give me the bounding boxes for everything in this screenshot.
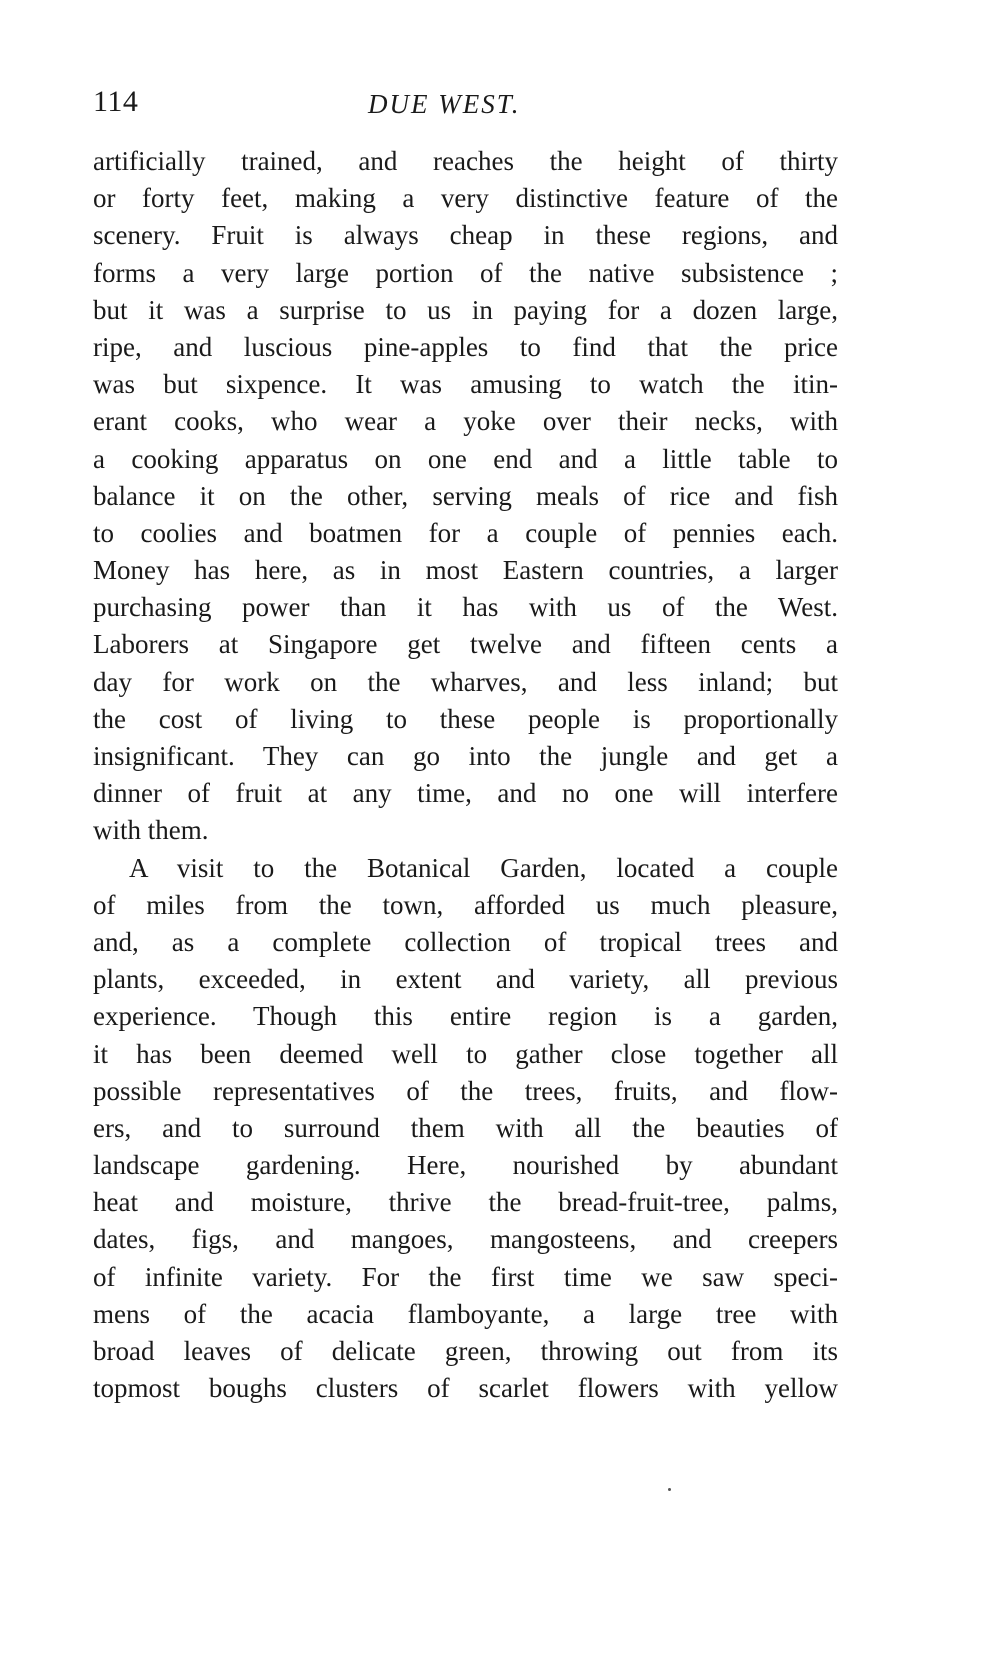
paragraph-1 bbox=[93, 143, 838, 850]
text-line: was but sixpence. It was amusing to watch the itin- bbox=[93, 369, 838, 400]
text-line: ripe, and luscious pine-apples to find that the price bbox=[93, 331, 838, 362]
paragraph-2 bbox=[93, 850, 838, 1408]
text-line: balance it on the other, serving meals of rice and fish bbox=[93, 480, 838, 511]
text-line: or forty feet, making a very distinctive feature of the bbox=[93, 183, 838, 214]
text-line: ers, and to surround them with all the beauties of bbox=[93, 1112, 838, 1143]
text-line: it has been deemed well to gather close together all bbox=[93, 1038, 838, 1069]
text-line: to coolies and boatmen for a couple of pennies each. bbox=[93, 517, 838, 548]
text-line: Laborers at Singapore get twelve and fifteen cents a bbox=[93, 629, 838, 660]
text-line: insignificant. They can go into the jungle and get a bbox=[93, 741, 838, 771]
text-line: artificially trained, and reaches the height of thirty bbox=[93, 146, 838, 176]
print-speck bbox=[668, 1488, 671, 1491]
text-line: and, as a complete collection of tropical trees and bbox=[93, 926, 838, 957]
text-line: of miles from the town, afforded us much pleasure, bbox=[93, 889, 838, 920]
text-line: heat and moisture, thrive the bread-fruit-tree, palms, bbox=[93, 1187, 838, 1218]
text-line: Money has here, as in most Eastern countries, a larger bbox=[93, 555, 838, 586]
text-line: with them. bbox=[93, 815, 209, 846]
text-line: dinner of fruit at any time, and no one will interfere bbox=[93, 778, 838, 809]
text-line: day for work on the wharves, and less inland; but bbox=[93, 666, 838, 697]
text-line: the cost of living to these people is proportionally bbox=[93, 703, 838, 734]
text-line: A visit to the Botanical Garden, located a couple bbox=[129, 852, 838, 883]
page-header bbox=[93, 84, 838, 124]
text-line: forms a very large portion of the native subsistence ; bbox=[93, 257, 838, 288]
page-number: 114 bbox=[93, 85, 139, 118]
text-line: topmost boughs clusters of scarlet flowers with yellow bbox=[93, 1373, 838, 1404]
text-line: dates, figs, and mangoes, mangosteens, and creepers bbox=[93, 1224, 838, 1255]
text-line: possible representatives of the trees, fruits, and flow- bbox=[93, 1075, 838, 1106]
text-line: plants, exceeded, in extent and variety, all previous bbox=[93, 964, 838, 995]
text-line: a cooking apparatus on one end and a little table to bbox=[93, 443, 838, 474]
text-line: scenery. Fruit is always cheap in these regions, and bbox=[93, 220, 838, 251]
text-line: but it was a surprise to us in paying for a dozen large, bbox=[93, 294, 838, 325]
body-text bbox=[93, 143, 838, 1407]
text-line: erant cooks, who wear a yoke over their necks, with bbox=[93, 406, 838, 437]
text-line: of infinite variety. For the first time we saw speci- bbox=[93, 1261, 838, 1292]
text-line: broad leaves of delicate green, throwing out from its bbox=[93, 1336, 838, 1366]
running-title: DUE WEST. bbox=[368, 89, 521, 119]
text-line: landscape gardening. Here, nourished by abundant bbox=[93, 1150, 838, 1181]
text-line: experience. Though this entire region is a garden, bbox=[93, 1001, 838, 1032]
text-line: mens of the acacia flamboyante, a large tree with bbox=[93, 1298, 838, 1329]
text-line: purchasing power than it has with us of the West. bbox=[93, 592, 838, 623]
